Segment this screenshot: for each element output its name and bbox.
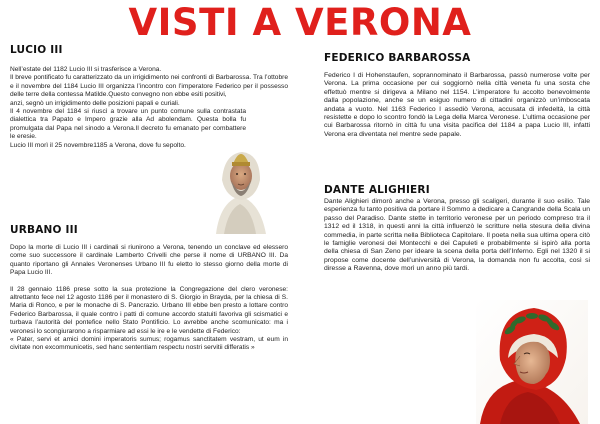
urbano-paragraph-2: Il 28 gennaio 1186 prese sotto la sua protezione la Congregazione del clero veronese: altrettanto fece nel 12 agosto 1186 per il monastero di S. Giorgio in Brayda, per la chiesa di S. Maria di Ronco, e per le monache di S. Pancrazio. Urbano III ebbe ben presto a lottare contro Federico Barbarossa, il quale contro i patti di comune accordo statuiti favoriva gli scismatici e turbava l’autorità del pontefice nello Stato Pontificio. Lo avrebbe anche scomunicato: ma i veronesi lo scongiurarono a risparmiare ad essi le ire e le vendette di Federico: [10,285,288,335]
urbano-heading: URBANO III [10,224,78,236]
urbano-paragraph-3: « Pater, servi et amici domini imperatoris sumus; rogamus sanctitatem vestram, ut eum in civitate non excommunicetis, sed hanc sententiam respectu nostri servitii differatis » [10,336,288,352]
dante-paragraph-1: Dante Alighieri dimorò anche a Verona, presso gli scaligeri, durante il suo esilio. Tale esperienza fu tanto positiva da portare il Sommo a dedicare a Cangrande della Scala un passo del Paradiso. Dante stette in territorio veronese per un periodo compreso tra il 1312 ed il 1318, in questi anni la città influenzò le scritture nella stesura della divina commedia, in parte scritta nella Biblioteca Capitolare. Il poeta nella sua ultima opera citò le famiglie veronesi dei Montecchi e dei Capuleti e probabilmente si ispirò alla porta della chiesa di San Zeno per ideare la scena della porta dell’Inferno. Egli nel 1320 il si propose come docente dell’università di Verona, la domanda non fu accolta, così si diresse a Ravenna, dove morì un anno più tardi. [324,198,590,273]
lucio-paragraph-5: Lucio III morì il 25 novembre1185 a Verona, dove fu sepolto. [10,141,186,149]
lucio-paragraph-2: Il breve pontificato fu caratterizzato da un irrigidimento nei confronti di Barbarossa. Tra l’ottobre e il novembre del 1184 Lucio III organizza l’incontro con l’imperatore Federico per il possesso delle terre della contessa Matilde.Questo convegno non ebbe esiti positivi, [10,74,288,99]
urbano-paragraph-1: Dopo la morte di Lucio III i cardinali si riunirono a Verona, tenendo un conclave ed elessero come suo successore il cardinale Lamberto Crivelli che perse il nome di URBANO III. Da quanto riportano gli Annales Veronenses Urbano III fu eletto lo stesso giorno della morte di Papa Lucio III. [10,244,288,277]
dante-portrait-image [476,300,588,424]
section-lucio [10,44,288,150]
lucio-paragraph-1: Nell’estate del 1182 Lucio III si trasferisce a Verona. [10,66,162,73]
page-title: VISTI A VERONA [128,1,472,44]
lucio-heading: LUCIO III [10,44,63,56]
dante-heading: DANTE ALIGHIERI [324,184,430,196]
pope-portrait-image [210,140,270,234]
section-urbano [10,224,288,353]
section-dante [324,184,590,274]
federico-paragraph-1: Federico I di Hohenstaufen, soprannominato il Barbarossa, passò numerose volte per Verona. La prima occasione per cui soggiornò nella città veneta fu una sosta che effettuò mentre si dirigeva a Milano nel 1154. L’imperatore fu accolto benevolmente dalla popolazione, anche se un esiguo numero di cittadini organizzò un’imboscata andata a vuoto. Nel 1163 Federico I assediò Verona, accusata di infedeltà, la città resistette e dopo lo scontro fondò la Lega della Marca Veronese. L’ultima occasione per cui Barbarossa ritornò in città fu una visita pacifica del 1184 a papa Lucio III, infatti Verona era diventata nel mentre sede papale. [324,72,590,138]
federico-heading: FEDERICO BARBAROSSA [324,52,471,64]
lucio-paragraph-3: anzi, segnò un irrigidimento delle posizioni papali e curiali. [10,99,180,107]
lucio-paragraph-4: Il 4 novembre del 1184 si riuscì a trovare un punto comune sulla contrastata dialettica tra Papato e Impero grazie alla Ad abolendam. Questa bolla fu promulgata dal Papa nel sinodo a Verona.Il decreto fu emanato per combattere le eresie. [10,108,246,141]
section-federico [324,52,590,139]
